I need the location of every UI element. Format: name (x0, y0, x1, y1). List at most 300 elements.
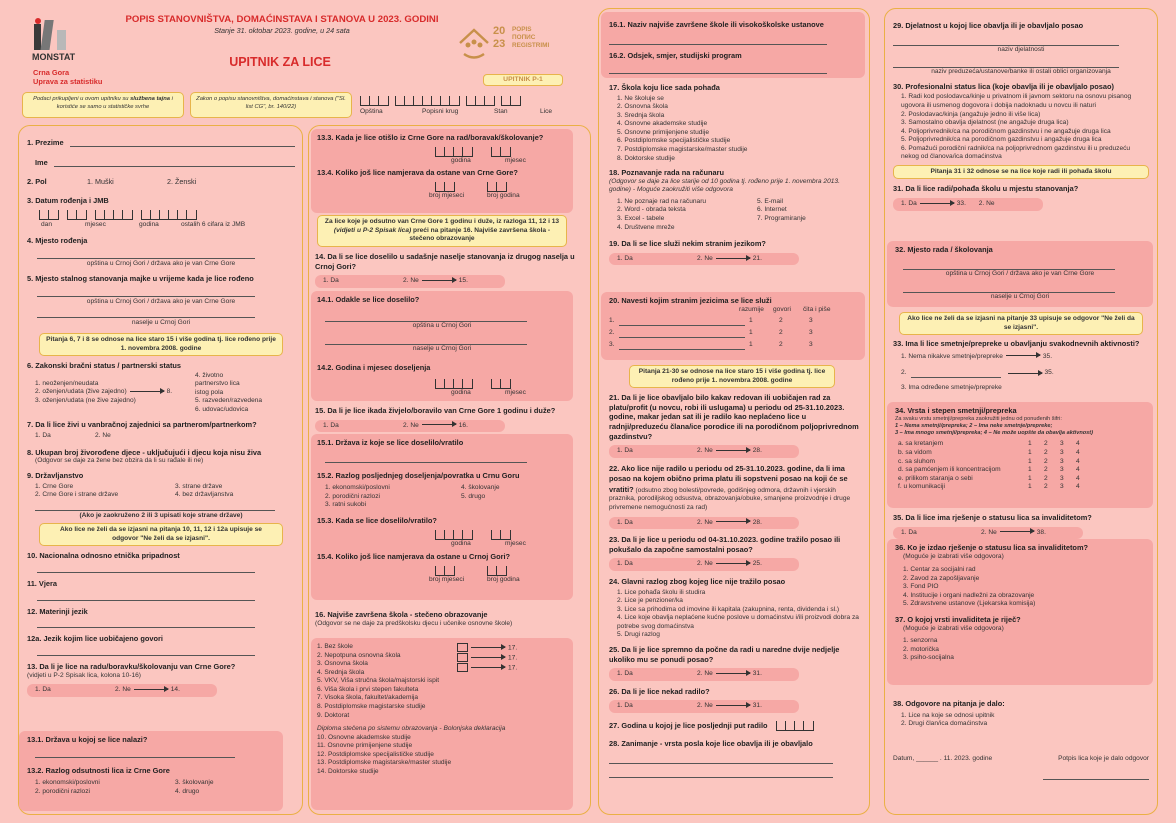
id-label-popisni-krug: Popisni krug (422, 108, 459, 115)
q152-opt-4[interactable]: 4. školovanje (461, 484, 500, 492)
q16-goto-1: 17. (508, 644, 518, 652)
section-13-abroad (19, 731, 283, 811)
q13-goto: 14. (170, 686, 180, 694)
q36-opt-5[interactable]: 5. Zdravstvene ustanove (Ljekarska komisija) (903, 600, 1036, 608)
census-title: POPIS STANOVNIŠTVA, DOMAĆINSTAVA I STANOVA U 2023. GODINI (125, 14, 439, 25)
q22-goto: 28. (752, 518, 762, 526)
lbl-mjesec-1: mjesec (505, 156, 526, 164)
q19-opt-1[interactable]: 1. Da (617, 254, 633, 262)
confidential-notice (22, 92, 184, 118)
mother-settlement-field[interactable] (37, 309, 255, 318)
return-country-field[interactable] (325, 454, 527, 463)
disability-row-label: f. u komunikaciji (898, 483, 945, 491)
q141-sub2: naselje u Crnoj Gori (412, 345, 472, 353)
popisni-krug-box[interactable] (395, 96, 460, 106)
q16-opt-3[interactable]: 3. Osnovna škola (317, 660, 368, 668)
q152-opt-1[interactable]: 1. ekonomski/poslovni (325, 484, 390, 492)
q6-opt-4[interactable]: 4. životno partnerstvo lica istog pola (195, 371, 240, 396)
q20-r2-c2[interactable]: 2 (779, 329, 783, 337)
q15-goto: 16. (458, 421, 468, 429)
arrow-icon (471, 667, 505, 668)
lbl-months-1: broj mjeseci (429, 191, 465, 199)
disability-row (895, 483, 1089, 492)
arrow-icon (471, 657, 505, 658)
date-field[interactable]: Datum, ______ . 11. 2023. godine (893, 754, 993, 762)
q36-sub: (Moguće je izabrati više odgovora) (903, 552, 1004, 560)
q20-row-2: 2. (609, 329, 615, 337)
q21-opt-1[interactable]: 1. Da (617, 447, 633, 455)
q20-label: 20. Navesti kojim stranim jezicima se lice služi (609, 296, 772, 305)
left-year-box[interactable] (435, 147, 473, 157)
q16-checkbox-1[interactable] (457, 643, 468, 652)
q16-checkbox-2[interactable] (457, 653, 468, 662)
notice-left-pre: Podaci prikupljeni u ovom upitniku su (33, 96, 131, 102)
q24-opt-5[interactable]: 5. Drugi razlog (617, 631, 660, 639)
q17-opt-3[interactable]: 3. Srednja škola (617, 111, 665, 119)
q24-opt-1[interactable]: 1. Lice pohađa školu ili studira (617, 588, 706, 596)
q9-opt-2[interactable]: 2. Crne Gore i strane države (35, 491, 119, 499)
note-no-declare-a: Ako lice ne želi da se izjasni na pitanja 10, 11, 12 i 12a upisuje se odgovor "Ne želi da se izjasni". (39, 523, 283, 546)
stay-months-box[interactable] (435, 566, 455, 576)
q6-opt-3[interactable]: 3. oženjen/udata (ne žive zajedno) (35, 396, 136, 404)
stan-box[interactable] (466, 96, 495, 106)
q142-label: 14.2. Godina i mjesec doseljenja (317, 363, 431, 372)
q38-opt-2[interactable]: 2. Drugi član/ica domaćinstva (901, 720, 988, 728)
occupation-field-1[interactable] (609, 755, 833, 764)
q20-r3-c3[interactable]: 3 (809, 341, 813, 349)
logo-text-1: POPIS (512, 26, 532, 33)
disability-code[interactable]: 3 (1060, 474, 1064, 482)
column-1 (18, 125, 303, 815)
q23-label: 23. Da li je lice u periodu od 04-31.10.2023. godine tražilo posao ili pokušalo da započne samostalni posao? (609, 535, 841, 554)
q17-opt-5[interactable]: 5. Osnovne primijenjene studije (617, 128, 709, 136)
q29-label: 29. Djelatnost u kojoj lice obavlja ili je obavljalo posao (893, 21, 1084, 30)
q9-opt-4[interactable]: 4. bez državljanstva (175, 491, 234, 499)
lang-1-field[interactable] (619, 317, 746, 326)
monstat-logo (30, 18, 70, 52)
q30-opt-6[interactable]: 6. Pomažući porodični radnik/ca na poljoprivrednom gazdinstvu ili u preduzeću nekog od članova/ica domaćinstva (901, 144, 1131, 161)
q3-jmb: ostalih 6 cifara iz JMB (181, 220, 246, 228)
lbl-months-2: broj mjeseci (429, 575, 465, 583)
q132-opt-3[interactable]: 3. školovanje (175, 779, 214, 787)
mother-residence-field[interactable] (37, 288, 255, 297)
q152-opt-3[interactable]: 3. ratni sukobi (325, 501, 367, 509)
birth-day-box[interactable] (39, 210, 59, 220)
q30-opt-5[interactable]: 5. Poljoprivrednik/ca na porodičnom gazdinstvu i angažuje druga lica (901, 136, 1102, 144)
mother-tongue-field[interactable] (37, 619, 255, 628)
q4-label: 4. Mjesto rođenja (27, 236, 88, 246)
q33-other-field[interactable] (911, 369, 1001, 378)
lbl-mjesec-2: mjesec (505, 388, 526, 396)
q9-note: (Ako je zaokruženo 2 ili 3 upisati koje strane države) (79, 511, 243, 519)
q17-opt-7[interactable]: 7. Postdiplomske magistarske/master studije (617, 146, 748, 153)
q26-opt-2[interactable]: 2. Ne (697, 702, 713, 710)
q16-opt-7[interactable]: 7. Visoka škola, fakultet/akademija (317, 694, 419, 702)
school-name-field[interactable] (609, 36, 827, 45)
disability-code[interactable]: 2 (1044, 448, 1048, 456)
lbl-years-1: broj godina (487, 191, 520, 199)
q24-opt-3[interactable]: 3. Lice sa prihodima od imovine ili kapitala (zakupnina, renta, dividenda i sl.) (617, 605, 840, 613)
q30-opt-1[interactable]: 1. Radi kod poslodavca/kinje u privatnom ili javnom sektoru na osnovu pisanog ugovora ili usmenog dogovora i dobija nadoknadu u novcu ili naturi (901, 93, 1132, 109)
id-label-opstina: Opština (360, 108, 383, 115)
disability-code[interactable]: 1 (1028, 457, 1032, 465)
disability-code[interactable]: 2 (1044, 466, 1048, 474)
q16-goto-2: 17. (508, 654, 518, 662)
citizenship-field[interactable] (35, 502, 275, 511)
q16-checkbox-3[interactable] (457, 663, 468, 672)
abroad-years-box[interactable] (487, 182, 507, 192)
popis-logo (457, 22, 567, 66)
q8-label: 8. Ukupan broj živorođene djece - uključujući i djecu koja nisu živa (27, 447, 262, 457)
q13-opt-1[interactable]: 1. Da (35, 686, 51, 694)
q16-opt-10[interactable]: 10. Osnovne akademske studije (317, 733, 411, 741)
q152-opt-2[interactable]: 2. porodični razlozi (325, 492, 380, 500)
q33-label: 33. Ima li lice smetnje/prepreke u obavljanju svakodnevnih aktivnosti? (893, 339, 1140, 348)
q152-opt-5[interactable]: 5. drugo (461, 492, 486, 500)
q30-label: 30. Profesionalni status lica (koje obavlja ili je obavljalo posao) (893, 81, 1114, 91)
q18-opt-3[interactable]: 3. Excel - tabele (617, 215, 665, 222)
q22-opt-2[interactable]: 2. Ne (697, 518, 713, 526)
notice-left-post: i koristiće se samo u statističke svrhe (56, 96, 173, 110)
q29-sub2: naziv preduzeća/ustanove/banke ili ostali oblici organizovanja (931, 68, 1111, 76)
disability-code[interactable]: 2 (1044, 483, 1048, 491)
q25-opt-2[interactable]: 2. Ne (697, 670, 713, 678)
q37-opt-3[interactable]: 3. psiho-socijalna (903, 654, 954, 662)
employer-field[interactable] (893, 59, 1119, 68)
q19-opt-2[interactable]: 2. Ne (697, 254, 713, 262)
q131-label: 13.1. Država u kojoj se lice nalazi? (27, 735, 148, 744)
abroad-country-field[interactable] (35, 749, 235, 758)
id-label-stan: Stan (494, 108, 508, 115)
q31-opt-2[interactable]: 2. Ne (978, 200, 995, 208)
logo-text-2: ПОПИС (512, 34, 536, 41)
q30-opt-2[interactable]: 2. Poslodavac/kinja (angažuje jedno ili više lica) (901, 110, 1041, 118)
occupation-field-2[interactable] (609, 769, 833, 778)
q2-opt-1[interactable]: 1. Muški (87, 177, 114, 187)
q20-col-3: čita i piše (803, 305, 831, 313)
q31-opt-1[interactable]: 1. Da (901, 200, 917, 208)
q20-r1-c3[interactable]: 3 (809, 317, 813, 325)
workplace-settlement-field[interactable] (903, 284, 1115, 293)
q16-opt-9[interactable]: 9. Doktorat (317, 711, 350, 719)
q38-label: 38. Odgovore na pitanja je dalo: (893, 699, 1005, 708)
disability-code[interactable]: 4 (1076, 457, 1080, 465)
q34-sub2: 1 – Nema smetnji/prepreka; 2 – Ima neke smetnje/prepreke; (895, 422, 1053, 429)
q20-r2-c1[interactable]: 1 (749, 329, 753, 337)
q13-sub: (vidjeti u P-2 Spisak lica, kolona 10-16) (27, 671, 141, 679)
q16-opt-6[interactable]: 6. Viša škola i prvi stepen fakulteta (317, 685, 419, 693)
section-34 (887, 402, 1153, 508)
q162-label: 16.2. Odsjek, smjer, studijski program (609, 50, 742, 60)
q9-opt-3[interactable]: 3. strane države (175, 482, 223, 490)
q6-goto: 8. (166, 388, 173, 396)
q24-label: 24. Glavni razlog zbog kojeg lice nije tražilo posao (609, 576, 786, 586)
q16-opt-5[interactable]: 5. VKV, Viša stručna škola/majstorski ispit (317, 677, 440, 685)
q9-opt-1[interactable]: 1. Crne Gore (35, 482, 74, 490)
stay-years-box[interactable] (487, 566, 507, 576)
q20-r3-c2[interactable]: 2 (779, 341, 783, 349)
arrow-icon (130, 391, 164, 392)
q133-label: 13.3. Kada je lice otišlo iz Crne Gore na rad/boravak/školovanje? (317, 133, 544, 142)
document-title: UPITNIK ZA LICE (229, 55, 331, 69)
q26-goto: 31. (752, 702, 762, 710)
q6-opt-1[interactable]: 1. neoženjen/neudata (35, 379, 99, 387)
q7-opt-1[interactable]: 1. Da (35, 432, 51, 440)
note-age-15-a: Pitanja 6, 7 i 8 se odnose na lice staro 15 i više godina tj. lice rođeno prije 1. novembra 2008. godine (39, 333, 283, 356)
q18-opt-4[interactable]: 4. Društvene mreže (617, 223, 675, 231)
lbl-godina-1: godina (451, 156, 471, 164)
q14-opt-2[interactable]: 2. Ne (403, 277, 419, 285)
q36-opt-3[interactable]: 3. Fond PIO (903, 583, 939, 591)
q20-r3-c1[interactable]: 1 (749, 341, 753, 349)
disability-row (895, 458, 1089, 467)
disability-code[interactable]: 4 (1076, 466, 1080, 474)
q10-label: 10. Nacionalna odnosno etnička pripadnost (27, 551, 180, 561)
q36-opt-1[interactable]: 1. Centar za socijalni rad (903, 566, 976, 574)
moved-month-box[interactable] (491, 379, 511, 389)
disability-code[interactable]: 1 (1028, 483, 1032, 491)
org-name: MONSTAT (32, 52, 76, 62)
disability-code[interactable]: 3 (1060, 440, 1064, 448)
notice-left-bold: službena tajna (130, 96, 171, 102)
q21-opt-2[interactable]: 2. Ne (697, 447, 713, 455)
q24-opt-4[interactable]: 4. Lice koje obavlja neplaćene kućne poslove u domaćinstvu i/ili proizvodi dobra za potrebe svog domaćinstva (617, 614, 859, 630)
q16-opt-2[interactable]: 2. Nepotpuna osnovna škola (317, 651, 401, 659)
q151-label: 15.1. Država iz koje se lice doselilo/vratilo (317, 438, 464, 447)
q134-label: 13.4. Koliko još lice namjerava da ostane van Crne Gore? (317, 168, 518, 178)
q16-label: 16. Najviše završena škola - stečeno obrazovanje (315, 610, 488, 619)
q35-opt-2[interactable]: 2. Ne (981, 528, 997, 536)
q20-row-1: 1. (609, 317, 615, 325)
org-sub1: Crna Gora (33, 68, 70, 77)
column-3 (598, 8, 870, 815)
q27-label: 27. Godina u kojoj je lice posljednji put radilo (609, 721, 768, 731)
q1b-label: Ime (35, 157, 48, 167)
disability-table (895, 440, 1089, 491)
last-work-year-box[interactable] (776, 721, 814, 731)
q38-opt-1[interactable]: 1. Lice na koje se odnosi upitnik (901, 711, 995, 719)
disability-code[interactable]: 3 (1060, 466, 1064, 474)
q33-opt-1[interactable]: 1. Nema nikakve smetnje/prepreke (901, 352, 1003, 360)
arrow-icon (716, 705, 750, 706)
q17-opt-2[interactable]: 2. Osnovna škola (617, 103, 668, 111)
disability-code[interactable]: 4 (1076, 474, 1080, 482)
religion-field[interactable] (37, 592, 255, 601)
lbl-godina-2: godina (451, 388, 471, 396)
q132-opt-2[interactable]: 2. porodični razlozi (35, 787, 90, 795)
q18-label: 18. Poznavanje rada na računaru (609, 168, 725, 178)
arrow-icon (716, 673, 750, 674)
q17-label: 17. Škola koju lice sada pohađa (609, 83, 720, 92)
q3-label: 3. Datum rođenja i JMB (27, 195, 109, 205)
q17-opt-1[interactable]: 1. Ne školuje se (617, 94, 664, 102)
q3-dan: dan (41, 220, 53, 228)
disability-code[interactable]: 4 (1076, 440, 1080, 448)
note-work-school: Pitanja 31 i 32 odnose se na lice koje radi ili pohađa školu (893, 165, 1149, 180)
q15-opt-2[interactable]: 2. Ne (403, 421, 419, 429)
q16-opt-12[interactable]: 12. Postdiplomske specijalističke studije (317, 750, 434, 758)
disability-code[interactable]: 4 (1076, 483, 1080, 491)
q132-opt-4[interactable]: 4. drugo (175, 787, 200, 795)
note-c-post: preći na pitanje 16. Najviše završena škola - stečeno obrazovanje (409, 226, 551, 243)
q2-opt-2[interactable]: 2. Ženski (167, 177, 197, 187)
q33-opt-3[interactable]: 3. Ima određene smetnje/prepreke (901, 384, 1002, 392)
section-13-when (311, 129, 573, 213)
q4-sub: opština u Crnoj Gori / država ako je van Crne Gore (86, 259, 236, 267)
q18-opt-7[interactable]: 7. Programiranje (757, 215, 806, 222)
q30-opt-3[interactable]: 3. Samostalno obavlja djelatnost (ne angažuje druga lica) (901, 119, 1069, 127)
q25-opt-1[interactable]: 1. Da (617, 670, 633, 678)
q13-opt-2[interactable]: 2. Ne (115, 686, 131, 694)
opstina-box[interactable] (360, 96, 389, 106)
disability-code[interactable]: 2 (1044, 474, 1048, 482)
q18-opt-1[interactable]: 1. Ne poznaje rad na računaru (617, 197, 707, 205)
q3-godina: godina (139, 220, 159, 228)
q29-sub1: naziv djelatnosti (997, 45, 1045, 53)
q20-col-2: govori (773, 305, 791, 313)
disability-row-label: e. prilikom staranja o sebi (898, 474, 973, 482)
q6-opt-6[interactable]: 6. udovac/udovica (195, 406, 249, 413)
q23-opt-1[interactable]: 1. Da (617, 560, 633, 568)
q6-opt-5[interactable]: 5. razveden/razvedena (195, 397, 263, 405)
lice-box[interactable] (501, 96, 521, 106)
q23-opt-2[interactable]: 2. Ne (697, 560, 713, 568)
q36-opt-2[interactable]: 2. Zavod za zapošljavanje (903, 574, 980, 582)
disability-code[interactable]: 2 (1044, 440, 1048, 448)
arrow-icon (1006, 355, 1040, 356)
q14-opt-1[interactable]: 1. Da (323, 277, 339, 285)
surname-field[interactable] (70, 138, 295, 147)
q24-opt-2[interactable]: 2. Lice je penzioner/ka (617, 597, 683, 605)
q37-opt-2[interactable]: 2. motorička (903, 645, 939, 653)
disability-code[interactable]: 1 (1028, 440, 1032, 448)
q20-r1-c1[interactable]: 1 (749, 317, 753, 325)
section-16-1 (601, 12, 865, 78)
arrow-icon (422, 424, 456, 425)
monstat-logo-icon (30, 18, 70, 52)
disability-code[interactable]: 2 (1044, 457, 1048, 465)
q25-goto: 31. (752, 670, 762, 678)
q33-goto-1: 35. (1042, 352, 1053, 360)
disability-code[interactable]: 3 (1060, 448, 1064, 456)
q26-opt-1[interactable]: 1. Da (617, 702, 633, 710)
column-4 (884, 8, 1158, 815)
q17-opt-8[interactable]: 8. Doktorske studije (617, 154, 675, 162)
lbl-years-2: broj godina (487, 575, 520, 583)
q19-label: 19. Da li se lice služi nekim stranim jezikom? (609, 239, 766, 249)
q18-opt-2[interactable]: 2. Word - obrada teksta (617, 206, 686, 214)
q16-opt-8[interactable]: 8. Postdiplomske magistarske studije (317, 702, 426, 710)
q20-r1-c2[interactable]: 2 (779, 317, 783, 325)
q36-opt-4[interactable]: 4. Institucije i organi nadležni za obrazovanje (903, 591, 1035, 599)
q17-opt-4[interactable]: 4. Osnovne akademske studije (617, 120, 708, 128)
q16-opt-14[interactable]: 14. Doktorske studije (317, 767, 379, 775)
q9-label: 9. Državljanstvo (27, 470, 84, 480)
section-32 (887, 241, 1153, 307)
q37-sub: (Moguće je izabrati više odgovora) (903, 624, 1004, 632)
q16-opt-4[interactable]: 4. Srednja škola (317, 668, 365, 676)
q16-opt-11[interactable]: 11. Osnovne primijenjene studije (317, 742, 413, 750)
moved-year-box[interactable] (435, 379, 473, 389)
return-month-box[interactable] (491, 530, 511, 540)
q22-opt-1[interactable]: 1. Da (617, 518, 633, 526)
q30-opt-4[interactable]: 4. Poljoprivrednik/ca na porodičnom gazdinstvu i ne angažuje druga lica (901, 127, 1111, 135)
from-settlement-field[interactable] (325, 336, 527, 345)
q23-goto: 25. (752, 560, 762, 568)
q18-opt-5[interactable]: 5. E-mail (757, 197, 784, 205)
q12a-label: 12a. Jezik kojim lice uobičajeno govori (27, 634, 163, 644)
disability-code[interactable]: 1 (1028, 466, 1032, 474)
q13-label: 13. Da li je lice na radu/boravku/školovanju van Crne Gore? (27, 661, 236, 671)
disability-code[interactable]: 1 (1028, 448, 1032, 456)
q35-opt-1[interactable]: 1. Da (901, 528, 917, 536)
q19-goto: 21. (752, 254, 762, 262)
program-field[interactable] (609, 65, 827, 74)
disability-row (895, 475, 1089, 484)
q7-opt-2[interactable]: 2. Ne (95, 432, 111, 440)
abroad-months-box[interactable] (435, 182, 455, 192)
logo-text (512, 26, 549, 50)
birth-month-box[interactable] (67, 210, 87, 220)
return-year-box[interactable] (435, 530, 473, 540)
industry-field[interactable] (893, 37, 1119, 46)
disability-code[interactable]: 1 (1028, 474, 1032, 482)
q154-label: 15.4. Koliko još lice namjerava da ostane u Crnoj Gori? (317, 552, 511, 562)
q6-opt-2[interactable]: 2. oženjen/udata (žive zajedno) (35, 388, 127, 396)
q33-opt-2[interactable]: 2. (901, 369, 907, 377)
q17-opt-6[interactable]: 6. Postdiplomske specijalističke studije (617, 137, 731, 145)
q16-opt-13[interactable]: 13. Postdiplomske magistarske/master studije (317, 759, 452, 767)
birth-year-box[interactable] (95, 210, 133, 220)
workplace-municipality-field[interactable] (903, 261, 1115, 270)
spoken-language-field[interactable] (37, 647, 255, 656)
lang-2-field[interactable] (619, 329, 746, 338)
disability-row (895, 449, 1089, 458)
house-icon (457, 26, 491, 60)
disability-code[interactable]: 4 (1076, 448, 1080, 456)
ethnicity-field[interactable] (37, 564, 255, 573)
disability-code[interactable]: 3 (1060, 483, 1064, 491)
disability-code[interactable]: 3 (1060, 457, 1064, 465)
from-municipality-field[interactable] (325, 313, 527, 322)
census-date: Stanje 31. oktobar 2023. godine, u 24 sata (214, 26, 350, 35)
q132-opt-1[interactable]: 1. ekonomski/poslovni (35, 779, 100, 787)
q7-label: 7. Da li lice živi u vanbračnoj zajednici sa partnerom/partnerkom? (27, 419, 257, 429)
birthplace-field[interactable] (37, 250, 255, 259)
logo-text-3: REGISTRIMI (512, 42, 550, 49)
q18-opt-6[interactable]: 6. Internet (757, 206, 787, 214)
q16-opt-1[interactable]: 1. Bez škole (317, 643, 353, 650)
q20-r2-c3[interactable]: 3 (809, 329, 813, 337)
arrow-icon (920, 203, 954, 204)
name-field[interactable] (54, 158, 295, 167)
arrow-icon (1000, 531, 1034, 532)
q8-sub: (Odgovor se daje za žene bez obzira da li su rađale ili ne) (35, 457, 204, 465)
jmb-box[interactable] (141, 210, 197, 220)
q31-goto: 33. (956, 200, 966, 208)
q14-label: 14. Da li se lice doselilo u sadašnje naselje stanovanja iz drugog naselja u Crnoj Gori? (315, 252, 575, 271)
left-month-box[interactable] (491, 147, 511, 157)
signature-field[interactable] (1043, 771, 1149, 780)
q152-label: 15.2. Razlog posljednjeg doseljenja/povratka u Crnu Goru (317, 470, 520, 480)
lang-3-field[interactable] (619, 341, 746, 350)
q16-sub: (Odgovor se ne daje za predškolsku djecu i učenike osnovne škole) (315, 619, 513, 627)
disability-row-label: d. sa pamćenjem ili koncentracijom (898, 466, 1001, 474)
q15-opt-1[interactable]: 1. Da (323, 421, 339, 429)
q2-label: 2. Pol (27, 177, 47, 187)
q37-opt-1[interactable]: 1. senzorna (903, 637, 938, 645)
q32-label: 32. Mjesto rada / školovanja (895, 245, 993, 254)
